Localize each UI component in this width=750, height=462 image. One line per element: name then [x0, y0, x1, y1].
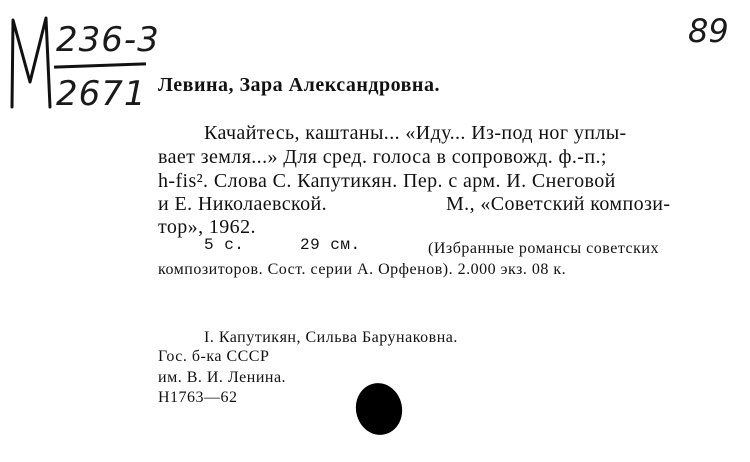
- call-number-top: 236-3: [56, 20, 160, 60]
- library-line-2: им. В. И. Ленина.: [158, 369, 287, 386]
- page-number: 89: [688, 12, 729, 50]
- pages: 5 с.: [204, 236, 245, 254]
- series-line-2: композиторов. Сост. серии А. Орфенов). 2.000 экз. 08 к.: [158, 261, 567, 278]
- description-line-5: тор», 1962.: [158, 216, 256, 238]
- description-line-4: и Е. Николаевской.: [158, 193, 328, 215]
- description-line-2: вает земля...» Для сред. голоса в сопровожд. ф.-п.;: [158, 146, 607, 168]
- author-heading: Левина, Зара Александровна.: [158, 74, 440, 96]
- description-line-3: h-fis². Слова С. Капутикян. Пер. с арм. И. Снеговой: [158, 170, 616, 192]
- description-line-1: Качайтесь, каштаны... «Иду... Из-под ног уплы-: [204, 122, 627, 144]
- library-line-1: Гос. б-ка СССР: [158, 348, 270, 365]
- publisher: М., «Советский компози-: [446, 193, 671, 215]
- punch-hole: [351, 379, 407, 439]
- library-line-3: Н1763—62: [158, 389, 238, 406]
- size: 29 см.: [300, 236, 361, 254]
- series-line-1: (Избранные романсы советских: [428, 240, 659, 257]
- call-letter-m: [6, 12, 58, 112]
- call-number-bottom: 2671: [56, 74, 147, 114]
- added-entry: I. Капутикян, Сильва Барунаковна.: [204, 329, 458, 346]
- call-number-divider: [54, 62, 146, 68]
